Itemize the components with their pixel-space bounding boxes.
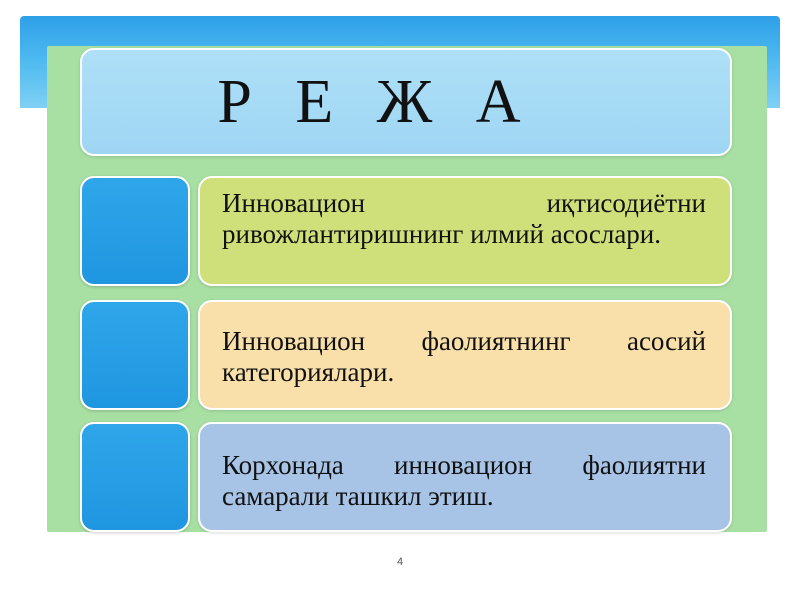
bullet-square [80, 422, 190, 532]
agenda-item-text: Инновацион фаолиятнинг асосий категориялари. [222, 326, 706, 387]
agenda-card [198, 300, 732, 410]
slide-title: Р Е Ж А [217, 67, 535, 136]
bullet-square [80, 300, 190, 410]
title-box [80, 48, 732, 156]
page-number: 4 [396, 556, 404, 568]
agenda-card [198, 176, 732, 286]
agenda-item-text: Корхонада инновацион фаолиятни самарали ташкил этиш. [222, 450, 706, 511]
agenda-card [198, 422, 732, 532]
bullet-square [80, 176, 190, 286]
agenda-item-text: Инновацион иқтисодиётни ривожлантиришнинг илмий асослари. [222, 188, 706, 249]
